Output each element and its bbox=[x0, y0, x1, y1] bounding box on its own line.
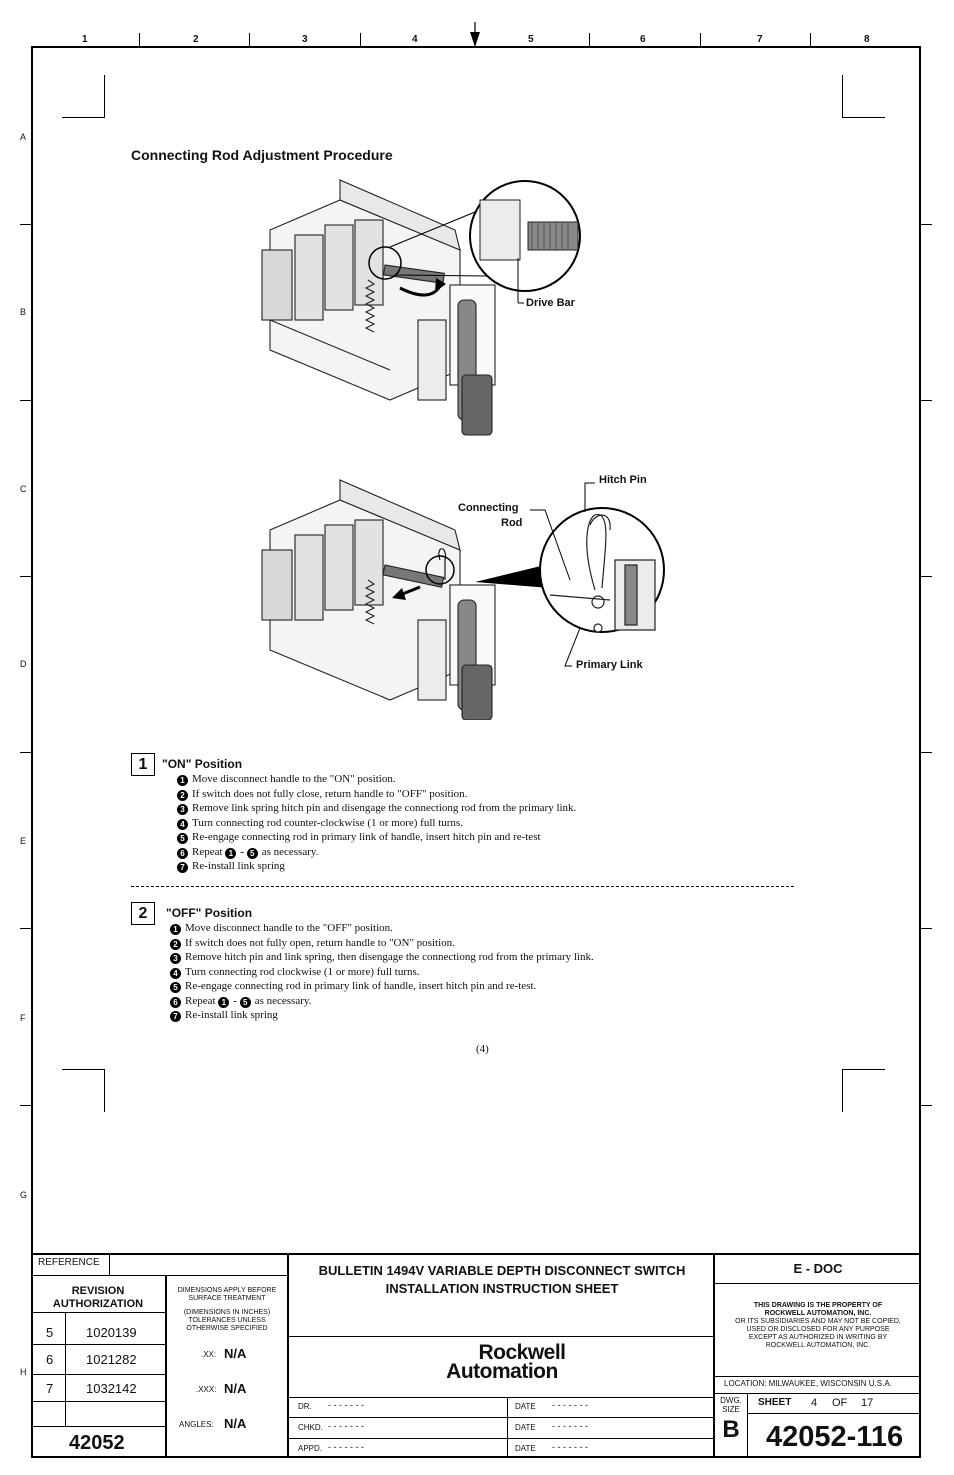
tolerance-xx-label: .XX: bbox=[201, 1350, 217, 1359]
checked-value: - - - - - - - bbox=[328, 1421, 364, 1431]
zone-number: 2 bbox=[193, 34, 199, 45]
zone-letter: G bbox=[20, 1190, 28, 1200]
section-title-on: "ON" Position bbox=[162, 757, 243, 771]
angles-value: N/A bbox=[224, 1416, 247, 1431]
rockwell-automation-logo: Rockwell Automation bbox=[446, 1341, 566, 1383]
page-number: (4) bbox=[476, 1043, 489, 1055]
zone-letter: A bbox=[20, 132, 27, 142]
zone-number: 7 bbox=[757, 34, 763, 45]
list-item: 2 If switch does not fully close, return handle to "OFF" position. bbox=[177, 788, 467, 801]
drawing-number: 42052-116 bbox=[766, 1421, 904, 1453]
zone-number: 3 bbox=[302, 34, 308, 45]
callout-drive-bar: Drive Bar bbox=[526, 297, 575, 309]
date-label: DATE bbox=[515, 1423, 536, 1432]
property-notice: THIS DRAWING IS THE PROPERTY OF ROCKWELL AUTOMATION, INC. OR ITS SUBSIDIARIES AND MAY NOT BE COPIED, USED OR DISCLOSED FOR ANY PURPOSE EXCEPT AS AUTHORIZED IN WRITING BY ROCKWELL AUTOMATION, INC. bbox=[735, 1302, 901, 1349]
tolerance-xxx-value: N/A bbox=[224, 1381, 247, 1396]
crop-mark bbox=[62, 75, 105, 118]
tolerance-xxx-label: .XXX: bbox=[196, 1385, 217, 1394]
checked-label: CHKD. bbox=[298, 1423, 323, 1432]
revision-authorization: 1020139 bbox=[86, 1325, 137, 1340]
list-item: 1 Move disconnect handle to the "ON" position. bbox=[177, 773, 396, 786]
sheet-label: SHEET bbox=[758, 1397, 792, 1408]
list-item: 6 Repeat 1 - 5 as necessary. bbox=[170, 995, 311, 1008]
center-arrow-icon bbox=[468, 22, 482, 53]
date-value: - - - - - - - bbox=[552, 1421, 588, 1431]
list-item: 2 If switch does not fully open, return handle to "ON" position. bbox=[170, 937, 455, 950]
list-item: 3 Remove hitch pin and link spring, then disengage the connectiong rod from the primary link. bbox=[170, 951, 594, 964]
zone-number: 4 bbox=[412, 34, 418, 45]
sheet-number: 4 bbox=[811, 1397, 818, 1409]
dimensions-note: DIMENSIONS APPLY BEFORE SURFACE TREATMENT (DIMENSIONS IN INCHES) TOLERANCES UNLESS OTHERWISE SPECIFIED bbox=[177, 1287, 277, 1332]
callout-connecting-rod: Connecting bbox=[458, 502, 519, 514]
page-title: Connecting Rod Adjustment Procedure bbox=[131, 147, 393, 163]
crop-mark bbox=[842, 1069, 885, 1112]
reference-label: REFERENCE bbox=[38, 1257, 100, 1268]
zone-number: 6 bbox=[640, 34, 646, 45]
callout-hitch-pin: Hitch Pin bbox=[599, 474, 647, 486]
revision-authorization: 1021282 bbox=[86, 1352, 137, 1367]
revision-number: 7 bbox=[46, 1381, 54, 1396]
zone-number: 8 bbox=[864, 34, 870, 45]
drawn-label: DR. bbox=[298, 1402, 312, 1411]
date-value: - - - - - - - bbox=[552, 1400, 588, 1410]
drawing-size: B bbox=[722, 1416, 740, 1443]
zone-letter: B bbox=[20, 307, 27, 317]
list-item: 4 Turn connecting rod clockwise (1 or more) full turns. bbox=[170, 966, 420, 979]
tolerance-xx-value: N/A bbox=[224, 1346, 247, 1361]
list-item: 3 Remove link spring hitch pin and disengage the connectiong rod from the primary link. bbox=[177, 802, 576, 815]
zone-letter: H bbox=[20, 1367, 27, 1377]
approved-label: APPD. bbox=[298, 1444, 323, 1453]
dashed-divider bbox=[131, 886, 794, 887]
step-number-box: 2 bbox=[131, 902, 155, 925]
list-item: 6 Repeat 1 - 5 as necessary. bbox=[177, 846, 318, 859]
callout-connecting-rod-2: Rod bbox=[501, 517, 523, 529]
zone-letter: C bbox=[20, 484, 27, 494]
drawing-size-label: DWG. SIZE bbox=[720, 1396, 742, 1414]
zone-number: 5 bbox=[528, 34, 534, 45]
sheet-total: 17 bbox=[861, 1397, 874, 1409]
step-number-box: 1 bbox=[131, 753, 155, 776]
approved-value: - - - - - - - bbox=[328, 1442, 364, 1452]
zone-letter: D bbox=[20, 659, 27, 669]
zone-number: 1 bbox=[82, 34, 88, 45]
list-item: 7 Re-install link spring bbox=[177, 860, 285, 873]
crop-mark bbox=[62, 1069, 105, 1112]
document-title: BULLETIN 1494V VARIABLE DEPTH DISCONNECT SWITCH INSTALLATION INSTRUCTION SHEET bbox=[318, 1263, 686, 1296]
revision-authorization: 1032142 bbox=[86, 1381, 137, 1396]
date-label: DATE bbox=[515, 1444, 536, 1453]
drawn-value: - - - - - - - bbox=[328, 1400, 364, 1410]
short-document-number: 42052 bbox=[69, 1432, 125, 1454]
e-doc-label: E - DOC bbox=[793, 1261, 843, 1276]
sheet-of: OF bbox=[832, 1397, 848, 1409]
crop-mark bbox=[842, 75, 885, 118]
zone-letter: F bbox=[20, 1013, 26, 1023]
zone-letter: E bbox=[20, 836, 27, 846]
list-item: 5 Re-engage connecting rod in primary link of handle, insert hitch pin and re-test bbox=[177, 831, 541, 844]
callout-primary-link: Primary Link bbox=[576, 659, 643, 671]
angles-label: ANGLES: bbox=[179, 1420, 214, 1429]
list-item: 4 Turn connecting rod counter-clockwise (1 or more) full turns. bbox=[177, 817, 463, 830]
revision-number: 5 bbox=[46, 1325, 54, 1340]
section-title-off: "OFF" Position bbox=[166, 906, 253, 920]
list-item: 7 Re-install link spring bbox=[170, 1009, 278, 1022]
date-label: DATE bbox=[515, 1402, 536, 1411]
revision-authorization-label: REVISION AUTHORIZATION bbox=[52, 1285, 144, 1310]
revision-number: 6 bbox=[46, 1352, 54, 1367]
list-item: 1 Move disconnect handle to the "OFF" position. bbox=[170, 922, 393, 935]
date-value: - - - - - - - bbox=[552, 1442, 588, 1452]
location: LOCATION: MILWAUKEE, WISCONSIN U.S.A. bbox=[724, 1379, 892, 1388]
list-item: 5 Re-engage connecting rod in primary link of handle, insert hitch pin and re-test. bbox=[170, 980, 536, 993]
